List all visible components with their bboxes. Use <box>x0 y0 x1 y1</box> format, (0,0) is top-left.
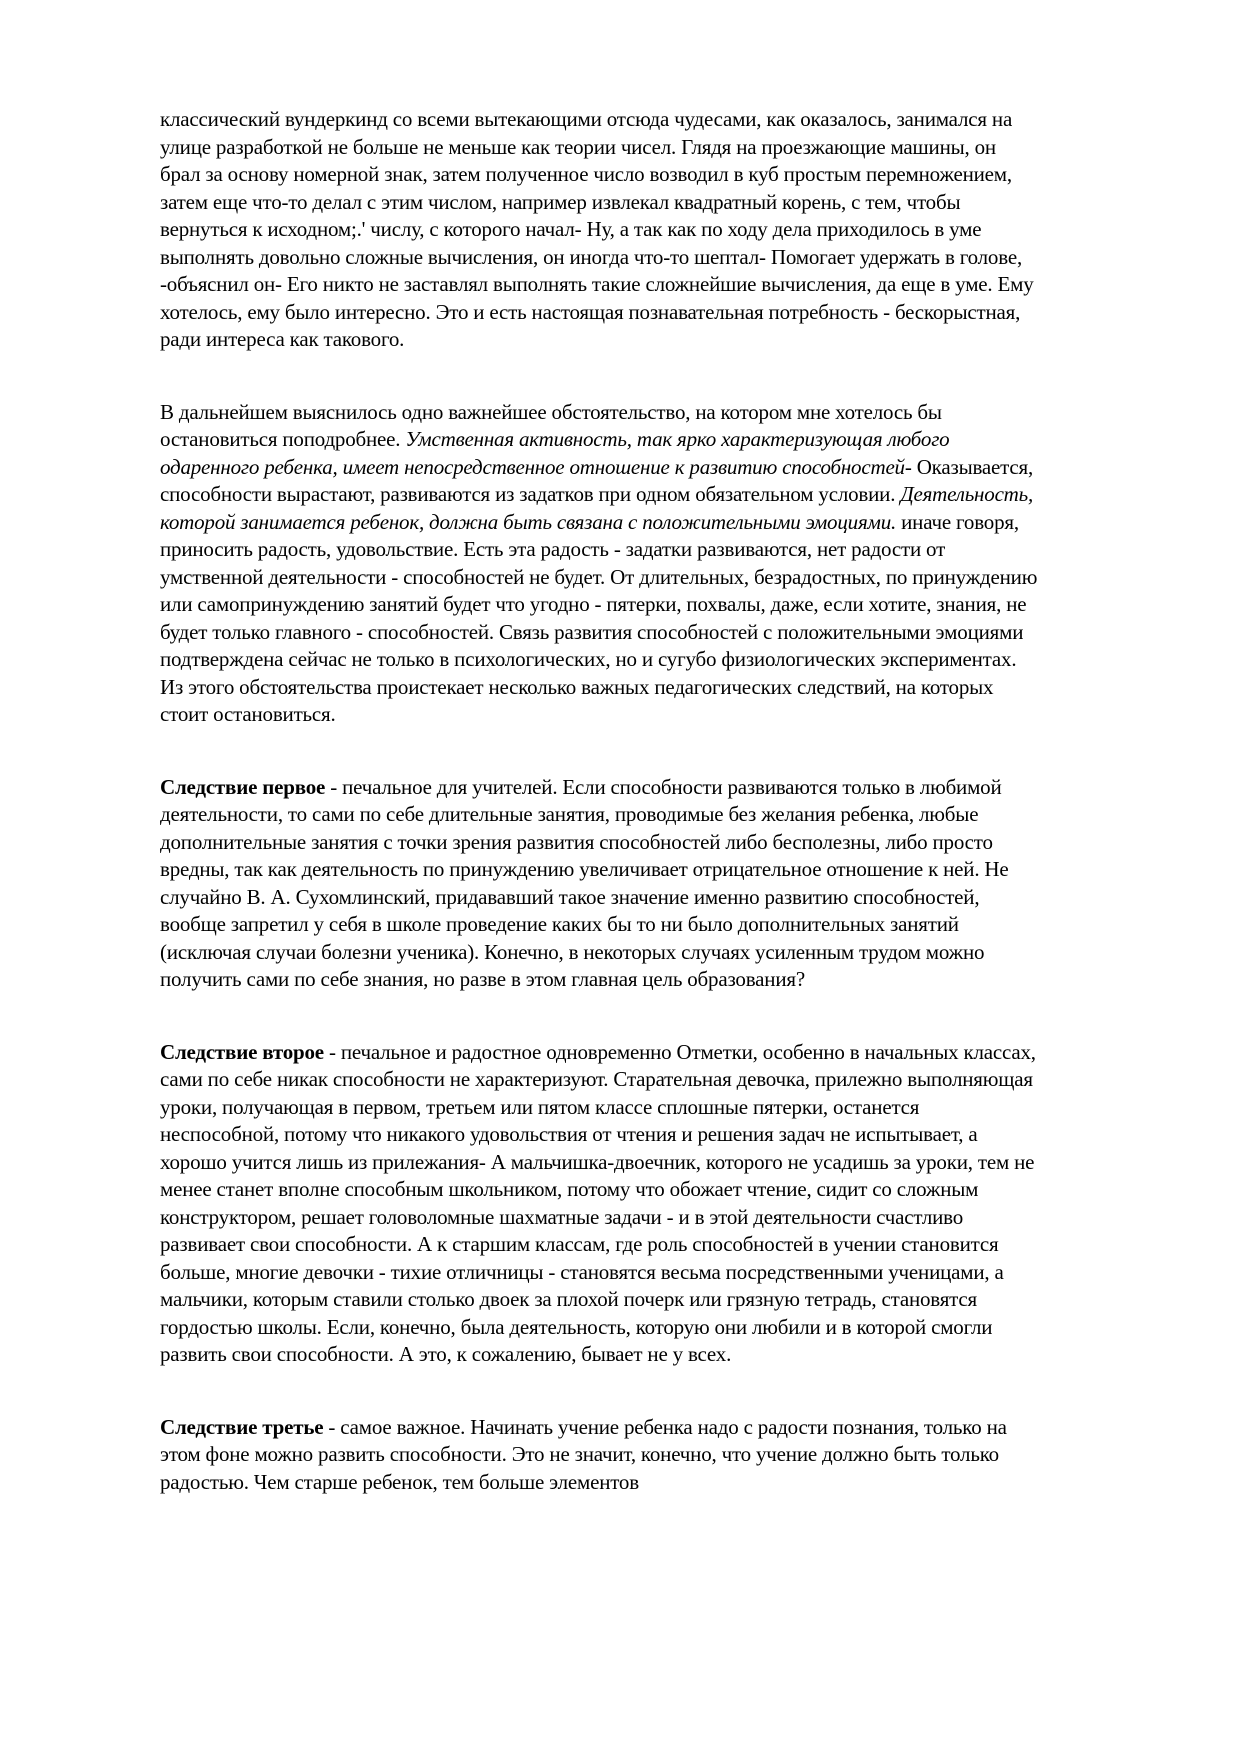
text-run-bold: Следствие второе <box>160 1039 324 1064</box>
text-run-bold: Следствие третье <box>160 1414 324 1439</box>
document-text-block <box>160 106 1040 1496</box>
text-run-normal: классический вундеркинд со всеми вытекающими отсюда чудесами, как оказалось, занимался на улице разработкой не больше не меньше как теории чисел. Глядя на проезжающие машины, он брал за основу номерной знак, затем полученное число возводил в куб простым перемножением, затем еще что-то делал с этим числом, например извлекал квадратный корень, с тем, чтобы вернуться к исходном;.' числу, с которого начал- Ну, а так как по ходу дела приходилось в уме выполнять довольно сложные вычисления, он иногда что-то шептал- Помогает удержать в голове, -объяснил он- Его никто не заставлял выполнять такие сложнейшие вычисления, да еще в уме. Ему хотелось, ему было интересно. Это и есть настоящая познавательная потребность - бескорыстная, ради интереса как такового. <box>160 107 1034 351</box>
text-run-normal: - печальное и радостное одновременно Отметки, особенно в начальных классах, сами по себе никак способности не характеризуют. Старательная девочка, прилежно выполняющая уроки, получающая в первом, третьем или пятом классе сплошные пятерки, останется неспособной, потому что никакого удовольствия от чтения и решения задач не испытывает, а хорошо учится лишь из прилежания- А мальчишка-двоечник, которого не усадишь за уроки, тем не менее станет вполне способным школьником, потому что обожает чтение, сидит со сложным конструктором, решает головоломные шахматные задачи - и в этой деятельности счастливо развивает свои способности. А к старшим классам, где роль способностей в учении становится больше, многие девочки - тихие отличницы - становятся весьма посредственными ученицами, а мальчики, которым ставили столько двоек за плохой почерк или грязную тетрадь, становятся гордостью школы. Если, конечно, была деятельность, которую они любили и в которой смогли развить свои способности. А это, к сожалению, бывает не у всех. <box>160 1039 1036 1366</box>
paragraph <box>160 1414 1040 1497</box>
paragraph <box>160 106 1040 354</box>
text-run-normal: - печальное для учителей. Если способности развиваются только в любимой деятельности, то сами по себе длительные занятия, проводимые без желания ребенка, любые дополнительные занятия с точки зрения развития способностей либо бесполезны, либо просто вредны, так как деятельность по принуждению увеличивает отрицательное отношение к ней. Не случайно В. А. Сухомлинский, придававший такое значение именно развитию способностей, вообще запретил у себя в школе проведение каких бы то ни было дополнительных занятий (исключая случаи болезни ученика). Конечно, в некоторых случаях усиленным трудом можно получить сами по себе знания, но разве в этом главная цель образования? <box>160 774 1009 991</box>
paragraph <box>160 399 1040 729</box>
text-run-bold: Следствие первое <box>160 774 326 799</box>
text-run-normal: - самое важное. Начинать учение ребенка надо с радости познания, только на этом фоне можно развить способности. Это не значит, конечно, что учение должно быть только радостью. Чем старше ребенок, тем больше элементов <box>160 1414 1007 1494</box>
text-run-normal: иначе говоря, приносить радость, удовольствие. Есть эта радость - задатки развиваются, нет радости от умственной деятельности - способностей не будет. От длительных, безрадостных, по принуждению или самопринуждению занятий будет что угодно - пятерки, похвалы, даже, если хотите, знания, не будет только главного - способностей. Связь развития способностей с положительными эмоциями подтверждена сейчас не только в психологических, но и сугубо физиологических экспериментах. Из этого обстоятельства проистекает несколько важных педагогических следствий, на которых стоит остановиться. <box>160 509 1038 726</box>
text-run-italic: Умственная активность, так ярко характеризующая любого одаренного ребенка, имеет непосредственное отношение к развитию способностей- <box>160 427 950 479</box>
text-run-normal: Оказывается, способности вырастают, развиваются из задатков при одном обязательном условии. <box>160 454 1034 506</box>
paragraph <box>160 1039 1040 1369</box>
paragraph <box>160 774 1040 994</box>
text-run-normal: В дальнейшем выяснилось одно важнейшее обстоятельство, на котором мне хотелось бы остановиться поподробнее. <box>160 399 942 451</box>
text-run-italic: Деятельность, которой занимается ребенок, должна быть связана с положительными эмоциями. <box>160 482 1034 534</box>
